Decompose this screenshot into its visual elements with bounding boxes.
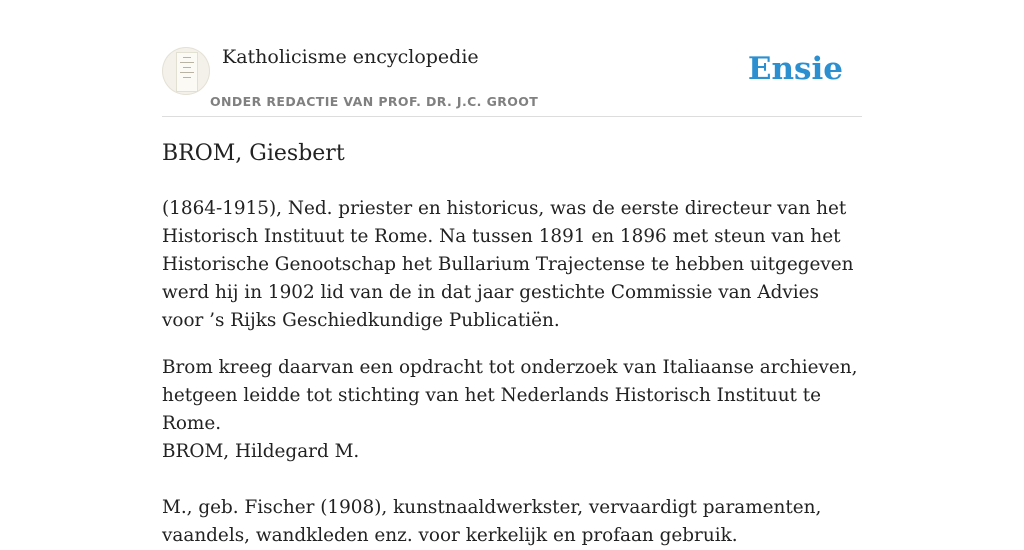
article-paragraph [162, 354, 862, 550]
next-entry-text: M., geb. Fischer (1908), kunstnaaldwerkster, vervaardigt paramenten, vaandels, wandkleden enz. voor kerkelijk en profaan gebruik. [162, 497, 822, 546]
next-entry-title: BROM, Hildegard M. [162, 441, 360, 462]
book-cover-icon[interactable] [162, 47, 210, 95]
article-title: BROM, Giesbert [162, 141, 345, 166]
article-paragraph: (1864-1915), Ned. priester en historicus, was de eerste directeur van het Historisch Instituut te Rome. Na tussen 1891 en 1896 met steun van het Historische Genootschap het Bullarium Trajectense te hebben uitgegeven werd hij in 1902 lid van de in dat jaar gestichte Commissie van Advies voor ’s Rijks Geschiedkundige Publicatiën. [162, 198, 854, 331]
paragraph-text: Brom kreeg daarvan een opdracht tot onderzoek van Italiaanse archieven, hetgeen leidde tot stichting van het Nederlands Historisch Instituut te Rome. [162, 357, 858, 434]
site-header [162, 40, 862, 117]
ensie-logo[interactable]: Ensie [747, 51, 843, 87]
article [162, 138, 862, 550]
site-subtitle: ONDER REDACTIE VAN PROF. DR. J.C. GROOT [210, 94, 539, 109]
site-title[interactable]: Katholicisme encyclopedie [222, 46, 479, 68]
